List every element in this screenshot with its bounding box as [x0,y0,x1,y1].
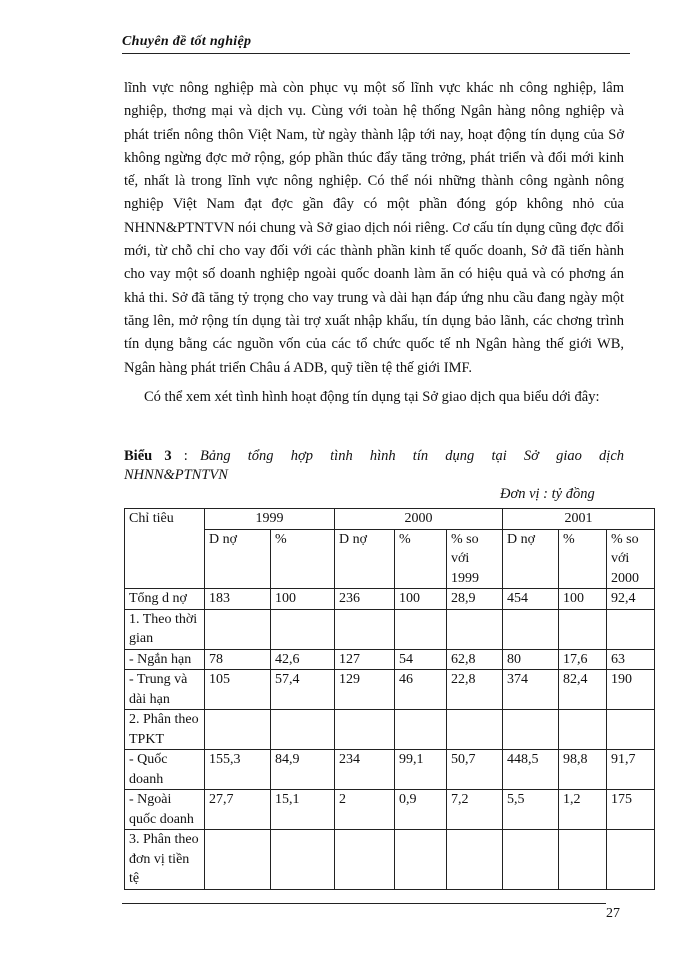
cell: 2 [335,790,395,830]
cell: 28,9 [447,589,503,610]
cell [205,710,271,750]
cell: 1,2 [559,790,607,830]
cell [335,830,395,890]
subheader-pct-vs-1999: % so với 1999 [447,529,503,589]
cell: 100 [271,589,335,610]
cell: 183 [205,589,271,610]
footer-divider [122,903,606,904]
table-header-row [125,509,655,530]
unit-note: Đơn vị : tỷ đồng [500,486,595,502]
subheader-du-no: D nợ [205,529,271,589]
cell: 62,8 [447,649,503,670]
cell: 234 [335,750,395,790]
cell [559,830,607,890]
cell [205,830,271,890]
cell: 92,4 [607,589,655,610]
cell: 15,1 [271,790,335,830]
cell [271,609,335,649]
cell: 5,5 [503,790,559,830]
cell [447,830,503,890]
cell [503,830,559,890]
row-label: Tổng d nợ [125,589,205,610]
table-row [125,649,655,670]
cell [607,830,655,890]
header-indicator: Chỉ tiêu [125,509,205,589]
cell [205,609,271,649]
body-paragraph-2: Có thể xem xét tình hình hoạt động tín dụng tại Sở giao dịch qua biểu dới đây: [144,389,600,405]
cell: 175 [607,790,655,830]
cell: 54 [395,649,447,670]
cell [607,609,655,649]
row-label: - Quốc doanh [125,750,205,790]
cell: 27,7 [205,790,271,830]
body-paragraph-1: lĩnh vực nông nghiệp mà còn phục vụ một số lĩnh vực khác nh công nghiệp, lâm nghiệp, thơng mại và dịch vụ. Cùng với toàn hệ thống Ngân hàng nông nghiệp và phát triển nông thôn Việt Nam, từ ngày thành lập tới nay, hoạt động tín dụng của Sở không ngừng đợc mở rộng, góp phần thúc đẩy tăng trởng, phát triển và đổi mới kinh tế, nhất là trong lĩnh vực nông nghiệp. Có thể nói những thành công ngành nông nghiệp Việt Nam đạt đợc gần đây có một phần đóng góp không nhỏ của NHNN&PTNTVN nói chung và Sở giao dịch nói riêng. Cơ cấu tín dụng cũng đợc đổi mới, từ chỗ chỉ cho vay đối với các thành phần kinh tế quốc doanh, Sở đã tiến hành cho vay một số doanh nghiệp ngoài quốc doanh làm ăn có hiệu quả và có phơng án khả thi. Sở đã tăng tỷ trọng cho vay trung và dài hạn đáp ứng nhu cầu đang ngày một tăng lên, mở rộng tín dụng tài trợ xuất nhập khẩu, tín dụng bảo lãnh, các chơng trình tín dụng bằng các nguồn vốn của các tổ chức quốc tế nh Ngân hàng thế giới WB, Ngân hàng phát triển Châu á ADB, quỹ tiền tệ thế giới IMF. [124,80,624,376]
running-header-title: Chuyên đề tốt nghiệp [122,34,252,49]
table-row [125,790,655,830]
subheader-pct: % [395,529,447,589]
caption-title: Bảng tổng hợp tình hình tín dụng tại Sở giao dịch NHNN&PTNTVN [124,448,625,483]
header-divider [122,53,630,54]
header-year-1999: 1999 [205,509,335,530]
cell [271,710,335,750]
subheader-du-no: D nợ [335,529,395,589]
cell: 80 [503,649,559,670]
cell: 78 [205,649,271,670]
cell [271,830,335,890]
cell: 190 [607,670,655,710]
cell: 100 [559,589,607,610]
cell: 129 [335,670,395,710]
row-label: 1. Theo thời gian [125,609,205,649]
credit-summary-table [124,508,655,890]
table-subheader-row [125,529,655,589]
cell: 99,1 [395,750,447,790]
caption-label: Biểu 3 [124,448,172,464]
cell: 127 [335,649,395,670]
table-row [125,589,655,610]
cell: 46 [395,670,447,710]
subheader-pct: % [559,529,607,589]
subheader-pct-vs-2000: % so với 2000 [607,529,655,589]
cell: 63 [607,649,655,670]
cell [395,710,447,750]
cell: 105 [205,670,271,710]
header-year-2000: 2000 [335,509,503,530]
cell: 98,8 [559,750,607,790]
cell [559,609,607,649]
cell: 448,5 [503,750,559,790]
row-label: - Ngắn hạn [125,649,205,670]
cell [447,710,503,750]
table-row [125,750,655,790]
cell: 100 [395,589,447,610]
cell: 57,4 [271,670,335,710]
caption-separator: : [171,448,200,464]
cell: 50,7 [447,750,503,790]
table-caption [124,447,624,485]
cell: 17,6 [559,649,607,670]
header-year-2001: 2001 [503,509,655,530]
cell [335,710,395,750]
cell: 22,8 [447,670,503,710]
cell: 91,7 [607,750,655,790]
cell: 454 [503,589,559,610]
cell [335,609,395,649]
cell [503,609,559,649]
cell: 82,4 [559,670,607,710]
row-label: 3. Phân theo đơn vị tiền tệ [125,830,205,890]
table-row [125,830,655,890]
table-row [125,609,655,649]
cell [559,710,607,750]
row-label: - Trung và dài hạn [125,670,205,710]
cell: 84,9 [271,750,335,790]
cell: 7,2 [447,790,503,830]
table-row [125,710,655,750]
subheader-pct: % [271,529,335,589]
cell [607,710,655,750]
cell [395,830,447,890]
cell [447,609,503,649]
cell [395,609,447,649]
cell [503,710,559,750]
row-label: 2. Phân theo TPKT [125,710,205,750]
row-label: - Ngoài quốc doanh [125,790,205,830]
cell: 236 [335,589,395,610]
cell: 0,9 [395,790,447,830]
cell: 42,6 [271,649,335,670]
table-row [125,670,655,710]
cell: 374 [503,670,559,710]
cell: 155,3 [205,750,271,790]
subheader-du-no: D nợ [503,529,559,589]
page-number: 27 [606,906,620,921]
